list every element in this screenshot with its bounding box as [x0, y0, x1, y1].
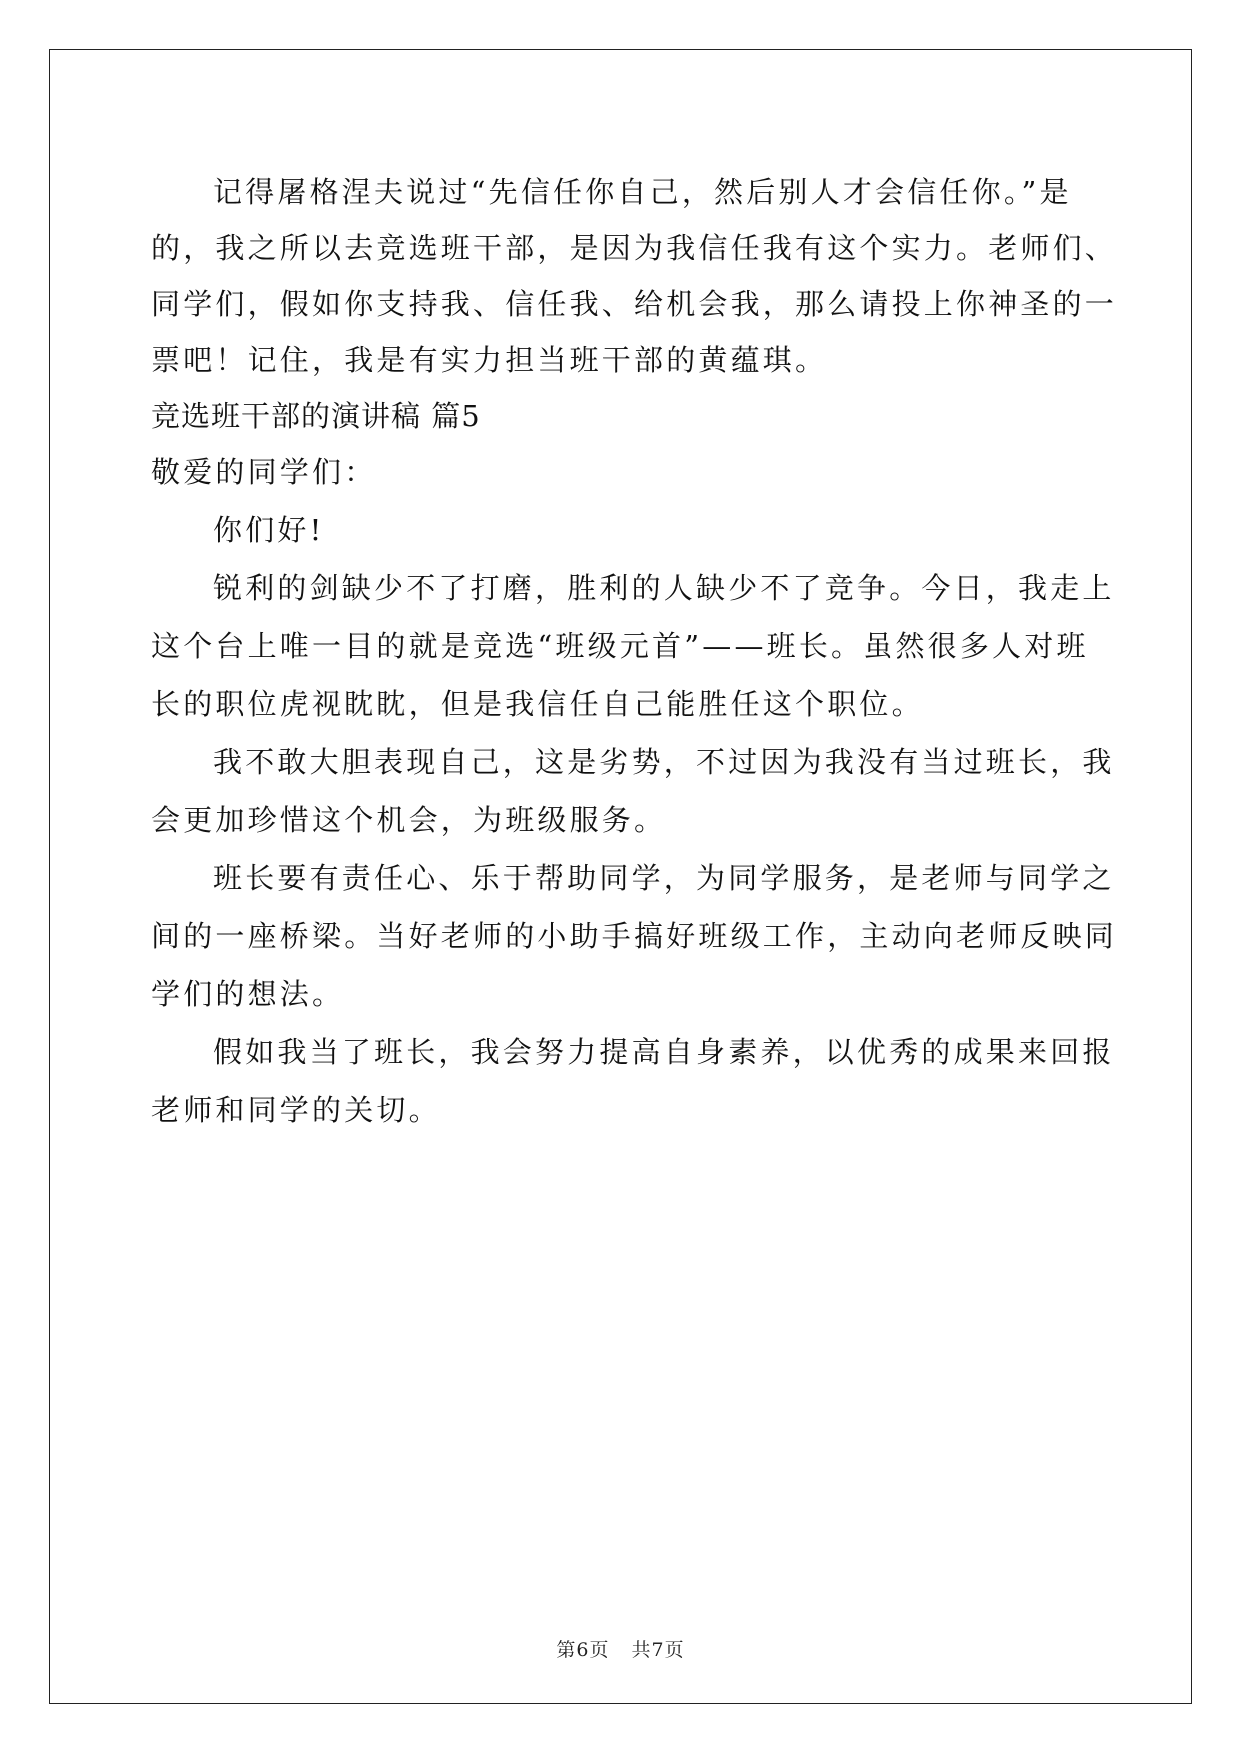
paragraph-line: 间的一座桥梁。当好老师的小助手搞好班级工作，主动向老师反映同 — [151, 919, 1118, 953]
paragraph-line: 假如我当了班长，我会努力提高自身素养，以优秀的成果来回报 — [213, 1035, 1115, 1069]
paragraph-line: 长的职位虎视眈眈，但是我信任自己能胜任这个职位。 — [151, 687, 924, 721]
paragraph-line: 票吧！记住，我是有实力担当班干部的黄蕴琪。 — [151, 343, 828, 377]
page-footer — [0, 1638, 1241, 1662]
salutation: 敬爱的同学们： — [151, 455, 377, 489]
greeting: 你们好! — [213, 513, 325, 547]
paragraph-line: 的，我之所以去竞选班干部，是因为我信任我有这个实力。老师们、 — [151, 231, 1118, 265]
paragraph-line: 这个台上唯一目的就是竞选“班级元首”——班长。虽然很多人对班 — [151, 629, 1089, 663]
paragraph-line: 会更加珍惜这个机会，为班级服务。 — [151, 803, 667, 837]
paragraph-line: 学们的想法。 — [151, 977, 345, 1011]
page-total: 共7页 — [631, 1639, 685, 1661]
paragraph-line: 记得屠格涅夫说过“先信任你自己，然后别人才会信任你。”是 — [213, 175, 1072, 209]
paragraph-line: 班长要有责任心、乐于帮助同学，为同学服务，是老师与同学之 — [213, 861, 1115, 895]
paragraph-line: 同学们，假如你支持我、信任我、给机会我，那么请投上你神圣的一 — [151, 287, 1118, 321]
page-number: 第6页 — [556, 1639, 610, 1661]
section-heading: 竞选班干部的演讲稿 篇5 — [151, 399, 481, 433]
paragraph-line: 老师和同学的关切。 — [151, 1093, 441, 1127]
paragraph-line: 锐利的剑缺少不了打磨，胜利的人缺少不了竞争。今日，我走上 — [213, 571, 1115, 605]
paragraph-line: 我不敢大胆表现自己，这是劣势，不过因为我没有当过班长，我 — [213, 745, 1115, 779]
